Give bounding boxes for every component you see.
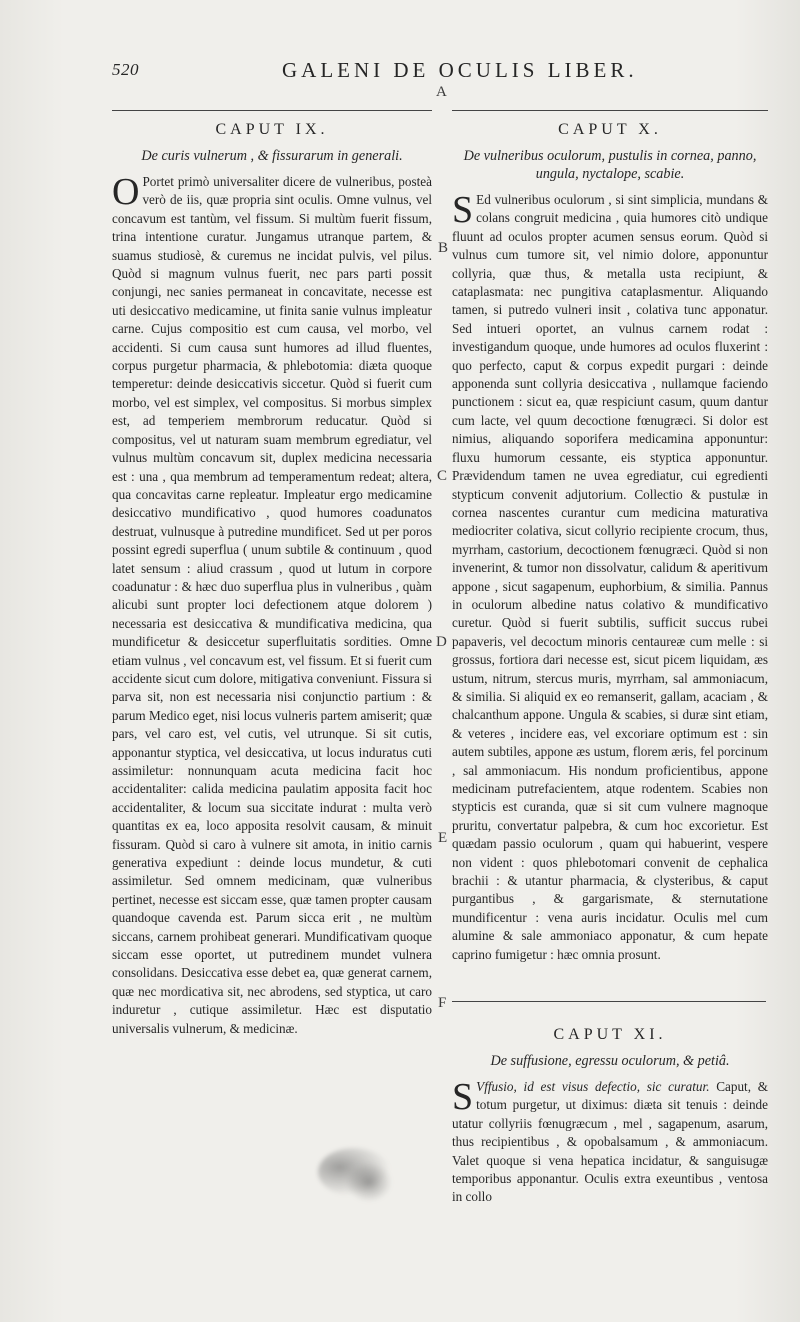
- margin-letter-e: E: [438, 830, 448, 846]
- chapter-11-italic-lead: Vffusio, id est visus defectio, sic curatur.: [476, 1079, 710, 1094]
- chapter-11-section: [452, 1016, 768, 1207]
- chapter-11-body: [452, 1078, 768, 1207]
- chapter-10-subtitle: De vulneribus oculorum, pustulis in cornea, panno, ungula, nyctalope, scabie.: [463, 148, 757, 182]
- page-header: [0, 58, 800, 84]
- running-title: GALENI DE OCULIS LIBER.: [282, 58, 638, 82]
- margin-letter-b: B: [438, 240, 449, 256]
- chapter-9-dropcap: O: [112, 171, 140, 213]
- chapter-9-text: Portet primò universaliter dicere de vulneribus, posteà verò de iis, quæ propria sint oculis. Omne vulnus, vel concavum est tantùm, vel fissum. Si multùm fuerit fissum, trina intentione curatur. Jungamus utranque partem, & suamus studiosè, & curemus ne incidat pulvis, vel pilus. Quòd si magnum vulnus fuerit, nec pars parti possit conjungi, nec sanies permaneat in concavitate, necesse est uti desiccativo medicamine, ut finita sanie vulnus impleatur carne. Cujus compositio est cum causa, vel morbo, vel accidenti. Si cum causa sunt humores ad illud fluentes, corpus purgetur pharmacia, & phlebotomia: diæta quoque temperetur: deinde desiccativis siccetur. Quòd si fuerit cum morbo, vel est simplex, vel compositus. Si morbus simplex est, ad temperiem membrorum reducatur. Quòd si compositus, vel ut naturam suam membrum egrediatur, vel vulnus multùm concavum sit, duplex medicina necessaria est : una , qua membrum ad temperamentum redeat; altera, qua concavitas carne repleatur. Impleatur ergo medicamine desiccativo mundificativo , quod humores coadunatos destruat, vulnusque à putredine mundificet. Sed ut per poros possint egredi superflua ( unum subtile & continuum , quod latet sensum : aliud crassum , quod ut lutum in corpore coadunatur : & hæc duo superflua plus in vulneribus , quàm alicubi sunt propter loci defectionem atque dolorem ) necessaria est desiccativa & mundificativa medicina, qua mundificetur & desiccetur superfluitatis sordities. Omne etiam vulnus , vel concavum est, vel fissum. Et si fuerit cum accidente sicut cum dolore, mitigativa conveniunt. Fissura si parva sit, non est necessaria nisi conjunctio partium : & parum Medico eget, nisi locus vulneris partem amiserit; quæ pars, vel caro est, vel cutis, vel utrunque. Si sit cutis, apponantur styptica, vel desiccativa, ut locus induratus cuti assimiletur: nonnunquam acuta medicina facit hoc accidentaliter: calida medicina paulatim apposita facit hoc accidentaliter, & locum sua siccitate indurat : multa verò quantitas ex ea, loco apposita resolvit causam, & minuit fissuram. Quòd si caro à vulnere sit amota, in initio carnis generativa expediunt : deinde locus mundetur, & cuti assimiletur. Sed omnem medicinam, quæ vulneribus pertinet, necesse est siccam esse, quæ tamen propter causam quandoque cavenda est. Parum sicca erit , ne multùm siccans, carnem prohibeat generari. Mundificativam quoque siccam esse oportet, ut putredinem mundet vulnera consolidans. Desiccativa esse debet ea, quæ generat carnem, quæ nec mordicativa sit, nec abrodens, sed styptica, ut caro induretur , cutique assimiletur. Hæc est disputatio universalis vulnerum, & medicinæ.: [112, 174, 432, 1036]
- chapter-10-title: CAPUT X.: [558, 121, 662, 138]
- margin-letter-a: A: [436, 84, 447, 100]
- chapter-11-subtitle: De suffusione, egressu oculorum, & petiâ.: [490, 1053, 730, 1069]
- chapter-10-dropcap: S: [452, 189, 474, 231]
- section-divider: [452, 1001, 766, 1002]
- chapter-9-title: CAPUT IX.: [215, 121, 329, 138]
- ink-stain-secondary: [346, 1162, 392, 1202]
- margin-letter-f: F: [438, 995, 447, 1011]
- right-column: [452, 110, 768, 964]
- top-rule-right: [452, 110, 768, 111]
- top-rule-left: [112, 110, 432, 111]
- margin-letter-c: C: [437, 468, 448, 484]
- margin-letter-d: D: [436, 634, 447, 650]
- chapter-9-subtitle: De curis vulnerum , & fissurarum in generali.: [141, 148, 403, 164]
- page-number: 520: [112, 60, 139, 79]
- chapter-10-body: [452, 191, 768, 964]
- left-column: [112, 110, 432, 1038]
- chapter-9-body: [112, 173, 432, 1038]
- chapter-11-title: CAPUT XI.: [553, 1026, 667, 1043]
- chapter-11-dropcap: S: [452, 1076, 474, 1118]
- chapter-11-text: Caput, & totum purgetur, ut diximus: diæta sit tenuis : deinde utatur collyriis fœnugræcum , mel , sagapenum, asarum, thus recipientibus , & opobalsamum , & ammoniacum. Valet quoque si vena hepatica incidatur, & sanguisugæ temporibus apponantur. Oculis extra exeuntibus , ventosa in collo: [452, 1079, 768, 1205]
- chapter-10-text: Ed vulneribus oculorum , si sint simplicia, mundans & colans congruit medicina , quia humores citò undique fluunt ad oculos propter acumen sensus eorum. Quòd si vulnus cum tumore sit, vel nimio dolore, apponuntur collyria, quæ thus, & metalla usta recipiunt, & cataplasmata: nec pungitiva cataplasmentur. Aliquando tamen, si putredo vulneri insit , colativa tunc apponatur. Sed intueri oportet, an vulnus carnem rodat : investigandum quoque, unde humores ad oculos fluxerint : quo perfecto, caput & corpus expedit purgari : deinde apponenda sunt collyria desiccativa , nullamque faciendo punctionem : sicut ea, quæ respiciunt casum, quum dantur cum lacte, vel quum decoctione fœnugræci. Si dolor est nimius, aliquando soporifera medicamina apponuntur: fluxu humorum cessante, eis styptica apponuntur. Prævidendum tamen ne uvea egrediatur, cui egredienti stypticum convenit adjutorium. Collectio & pustulæ in cornea nascentes curantur cum medicina maturativa mediocriter colativa, sicut collyrio recipiente crocum, thus, myrrham, castorium, decoctionem fœnugræci. Quòd si non invenerint, & tumor non dissolvatur, calidum & aperitivum appone , sicut sagapenum, euphorbium, & similia. Pannus in oculorum albedine natus colativo & mundificativo curetur. Quòd si fuerit subtilis, sufficit succus rubei papaveris, vel decoctum minoris centaureæ cum melle : si grossus, fortiora dari necesse est, sicut picem liquidam, æs ustum, nitrum, stercus muris, myrrham, sal ammoniacum, & similia. Si aliquid ex eo remanserit, gallam, acaciam , & chalcanthum appone. Ungula & scabies, si duræ sint etiam, & veteres , incidere eas, vel excoriare optimum est : sin autem subtiles, appone æs ustum, florem æris, fel porcinum , sal ammoniacum. His nondum proficientibus, appone medicinam putrefacientem, atque rodentem. Scabies non stypticis est curanda, quæ si sit cum vulnere magnoque pruritu, convertatur palpebra, & cum hoc excorietur. Est quædam passio oculorum , quam qui habuerint, vespere non vident : quos phlebotomari convenit de cephalica brachii : & utantur pharmacia, & clysteribus, & caput purgantibus , & gargarismate, & sternutatione mundificentur : vena auris incidatur. Oculis mel cum alumine & sale ammoniaco apponatur, & cum hepate caprino fumigetur : hæc omnia prosunt.: [452, 192, 768, 962]
